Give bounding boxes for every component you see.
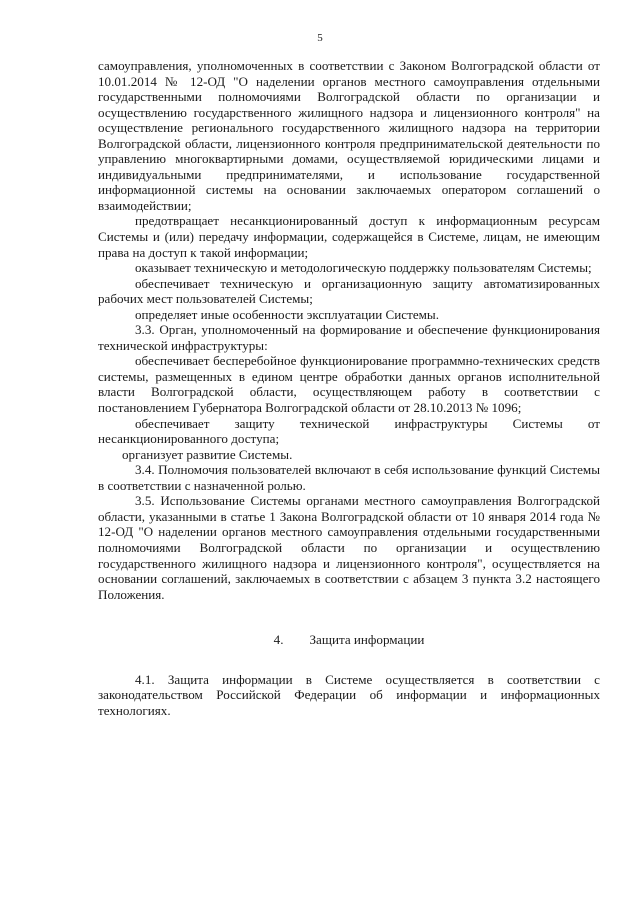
paragraph-operation-features: определяет иные особенности эксплуатации Системы. — [135, 306, 439, 322]
paragraph-support: оказывает техническую и методологическую поддержку пользователям Системы; — [135, 260, 592, 276]
section-number: 4. — [273, 632, 284, 648]
section-title: Защита информации — [309, 632, 425, 648]
paragraph-development: организует развитие Системы. — [122, 446, 293, 462]
paragraph-uninterrupted-operation: обеспечивает бесперебойное функционирование программно-технических средств системы, размещенных в едином центре обработки данных органов исполнительной власти Волгоградской области, осуществляющем работу в соответствии с постановлением Губернатора Волгоградской области от 28.10.2013 № 1096; — [98, 353, 600, 416]
section-heading — [98, 632, 600, 648]
paragraph-prevents-access: предотвращает несанкционированный доступ к информационным ресурсам Системы и (или) передачу информации, содержащейся в Системе, лицам, не имеющим права на доступ к такой информации; — [98, 213, 600, 260]
paragraph-infrastructure-protection: обеспечивает защиту технической инфраструктуры Системы от несанкционированного доступа; — [98, 415, 600, 447]
paragraph-4-1: 4.1. Защита информации в Системе осуществляется в соответствии с законодательством Российской Федерации об информации и информационных технологиях. — [98, 671, 600, 718]
page-number: 5 — [317, 32, 323, 44]
paragraph-3-3: 3.3. Орган, уполномоченный на формирование и обеспечение функционирования технической инфраструктуры: — [98, 322, 600, 353]
paragraph-continuation: самоуправления, уполномоченных в соответствии с Законом Волгоградской области от 10.01.2014 № 12-ОД "О наделении органов местного самоуправления отдельными государственными полномочиями Волгоградской области по организации и осуществлению государственного жилищного надзора и лицензионного контроля" на осуществление регионального государственного жилищного надзора на территории Волгоградской области, лицензионного контроля предпринимательской деятельности по управлению многоквартирными домами, осуществляемой юридическими лицами и индивидуальными предпринимателями, и использование государственной информационной системы на основании заключаемых оператором соглашений о взаимодействии; — [98, 58, 600, 213]
paragraph-3-5: 3.5. Использование Системы органами местного самоуправления Волгоградской области, указанными в статье 1 Закона Волгоградской области от 10 января 2014 года № 12-ОД "О наделении органов местного самоуправления отдельными государственными полномочиями Волгоградской области по организации и осуществлению государственного жилищного надзора и лицензионного контроля", осуществляется на основании соглашений, заключаемых в соответствии с абзацем 3 пункта 3.2 настоящего Положения. — [98, 493, 600, 602]
paragraph-workstation-protection: обеспечивает техническую и организационную защиту автоматизированных рабочих мест пользователей Системы; — [98, 275, 600, 307]
document-body — [98, 58, 600, 718]
paragraph-3-4: 3.4. Полномочия пользователей включают в себя использование функций Системы в соответствии с назначенной ролью. — [98, 462, 600, 493]
